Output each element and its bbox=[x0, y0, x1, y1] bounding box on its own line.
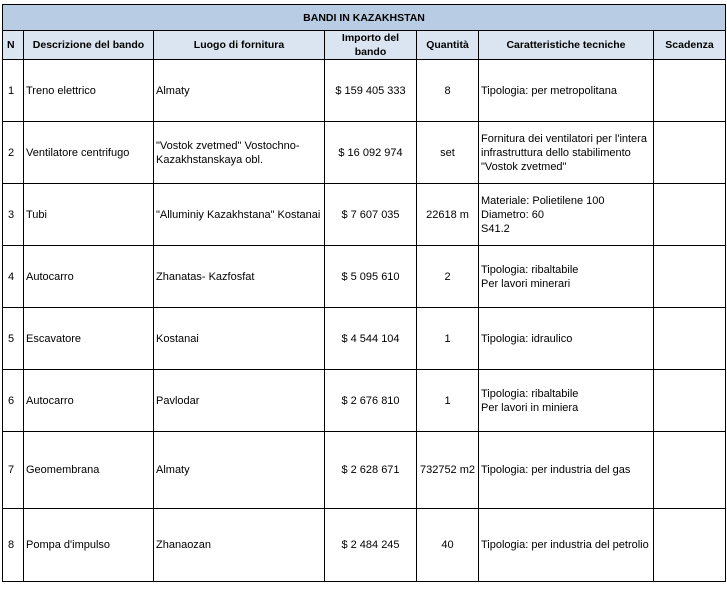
cell-importo: $ 7 607 035 bbox=[325, 184, 417, 246]
table-row bbox=[3, 122, 726, 184]
cell-caratteristiche: Tipologia: idraulico bbox=[479, 308, 654, 370]
header-n: N bbox=[3, 31, 24, 60]
table-row bbox=[3, 184, 726, 246]
cell-caratteristiche: Tipologia: ribaltabile Per lavori minerari bbox=[479, 246, 654, 308]
cell-luogo: "Alluminiy Kazakhstana" Kostanai bbox=[154, 184, 325, 246]
cell-scadenza bbox=[654, 308, 726, 370]
cell-n: 8 bbox=[3, 509, 24, 582]
table-row bbox=[3, 60, 726, 122]
cell-quantita: 8 bbox=[417, 60, 479, 122]
header-importo: Importo del bando bbox=[325, 31, 417, 60]
cell-importo: $ 2 628 671 bbox=[325, 432, 417, 509]
cell-descrizione: Autocarro bbox=[24, 370, 154, 432]
cell-scadenza bbox=[654, 122, 726, 184]
cell-scadenza bbox=[654, 60, 726, 122]
cell-scadenza bbox=[654, 432, 726, 509]
header-row bbox=[3, 31, 726, 60]
cell-n: 7 bbox=[3, 432, 24, 509]
cell-caratteristiche: Tipologia: per metropolitana bbox=[479, 60, 654, 122]
table-row bbox=[3, 308, 726, 370]
cell-caratteristiche: Materiale: Polietilene 100 Diametro: 60 S41.2 bbox=[479, 184, 654, 246]
cell-n: 1 bbox=[3, 60, 24, 122]
cell-caratteristiche: Fornitura dei ventilatori per l'intera infrastruttura dello stabilimento "Vostok zvetmed" bbox=[479, 122, 654, 184]
cell-importo: $ 2 676 810 bbox=[325, 370, 417, 432]
cell-scadenza bbox=[654, 184, 726, 246]
cell-n: 4 bbox=[3, 246, 24, 308]
cell-descrizione: Pompa d'impulso bbox=[24, 509, 154, 582]
table-row bbox=[3, 432, 726, 509]
table-row bbox=[3, 246, 726, 308]
cell-descrizione: Geomembrana bbox=[24, 432, 154, 509]
cell-descrizione: Treno elettrico bbox=[24, 60, 154, 122]
cell-luogo: Almaty bbox=[154, 432, 325, 509]
cell-quantita: set bbox=[417, 122, 479, 184]
cell-quantita: 1 bbox=[417, 308, 479, 370]
cell-quantita: 732752 m2 bbox=[417, 432, 479, 509]
cell-importo: $ 5 095 610 bbox=[325, 246, 417, 308]
cell-n: 5 bbox=[3, 308, 24, 370]
cell-importo: $ 2 484 245 bbox=[325, 509, 417, 582]
cell-luogo: Almaty bbox=[154, 60, 325, 122]
cell-n: 2 bbox=[3, 122, 24, 184]
cell-luogo: Zhanatas- Kazfosfat bbox=[154, 246, 325, 308]
cell-importo: $ 16 092 974 bbox=[325, 122, 417, 184]
header-descrizione: Descrizione del bando bbox=[24, 31, 154, 60]
cell-luogo: "Vostok zvetmed" Vostochno- Kazakhstanskaya obl. bbox=[154, 122, 325, 184]
header-luogo: Luogo di fornitura bbox=[154, 31, 325, 60]
cell-importo: $ 4 544 104 bbox=[325, 308, 417, 370]
cell-scadenza bbox=[654, 370, 726, 432]
cell-scadenza bbox=[654, 246, 726, 308]
table-row bbox=[3, 509, 726, 582]
cell-n: 3 bbox=[3, 184, 24, 246]
cell-quantita: 2 bbox=[417, 246, 479, 308]
cell-scadenza bbox=[654, 509, 726, 582]
header-quantita: Quantità bbox=[417, 31, 479, 60]
cell-descrizione: Escavatore bbox=[24, 308, 154, 370]
cell-descrizione: Tubi bbox=[24, 184, 154, 246]
cell-luogo: Zhanaozan bbox=[154, 509, 325, 582]
cell-quantita: 1 bbox=[417, 370, 479, 432]
tenders-table bbox=[2, 4, 726, 582]
cell-luogo: Pavlodar bbox=[154, 370, 325, 432]
cell-caratteristiche: Tipologia: ribaltabile Per lavori in miniera bbox=[479, 370, 654, 432]
cell-descrizione: Ventilatore centrifugo bbox=[24, 122, 154, 184]
cell-quantita: 22618 m bbox=[417, 184, 479, 246]
cell-n: 6 bbox=[3, 370, 24, 432]
cell-importo: $ 159 405 333 bbox=[325, 60, 417, 122]
header-scadenza: Scadenza bbox=[654, 31, 726, 60]
cell-caratteristiche: Tipologia: per industria del petrolio bbox=[479, 509, 654, 582]
header-caratteristiche: Caratteristiche tecniche bbox=[479, 31, 654, 60]
table-row bbox=[3, 370, 726, 432]
cell-quantita: 40 bbox=[417, 509, 479, 582]
cell-caratteristiche: Tipologia: per industria del gas bbox=[479, 432, 654, 509]
cell-descrizione: Autocarro bbox=[24, 246, 154, 308]
table-title: BANDI IN KAZAKHSTAN bbox=[3, 5, 726, 31]
cell-luogo: Kostanai bbox=[154, 308, 325, 370]
